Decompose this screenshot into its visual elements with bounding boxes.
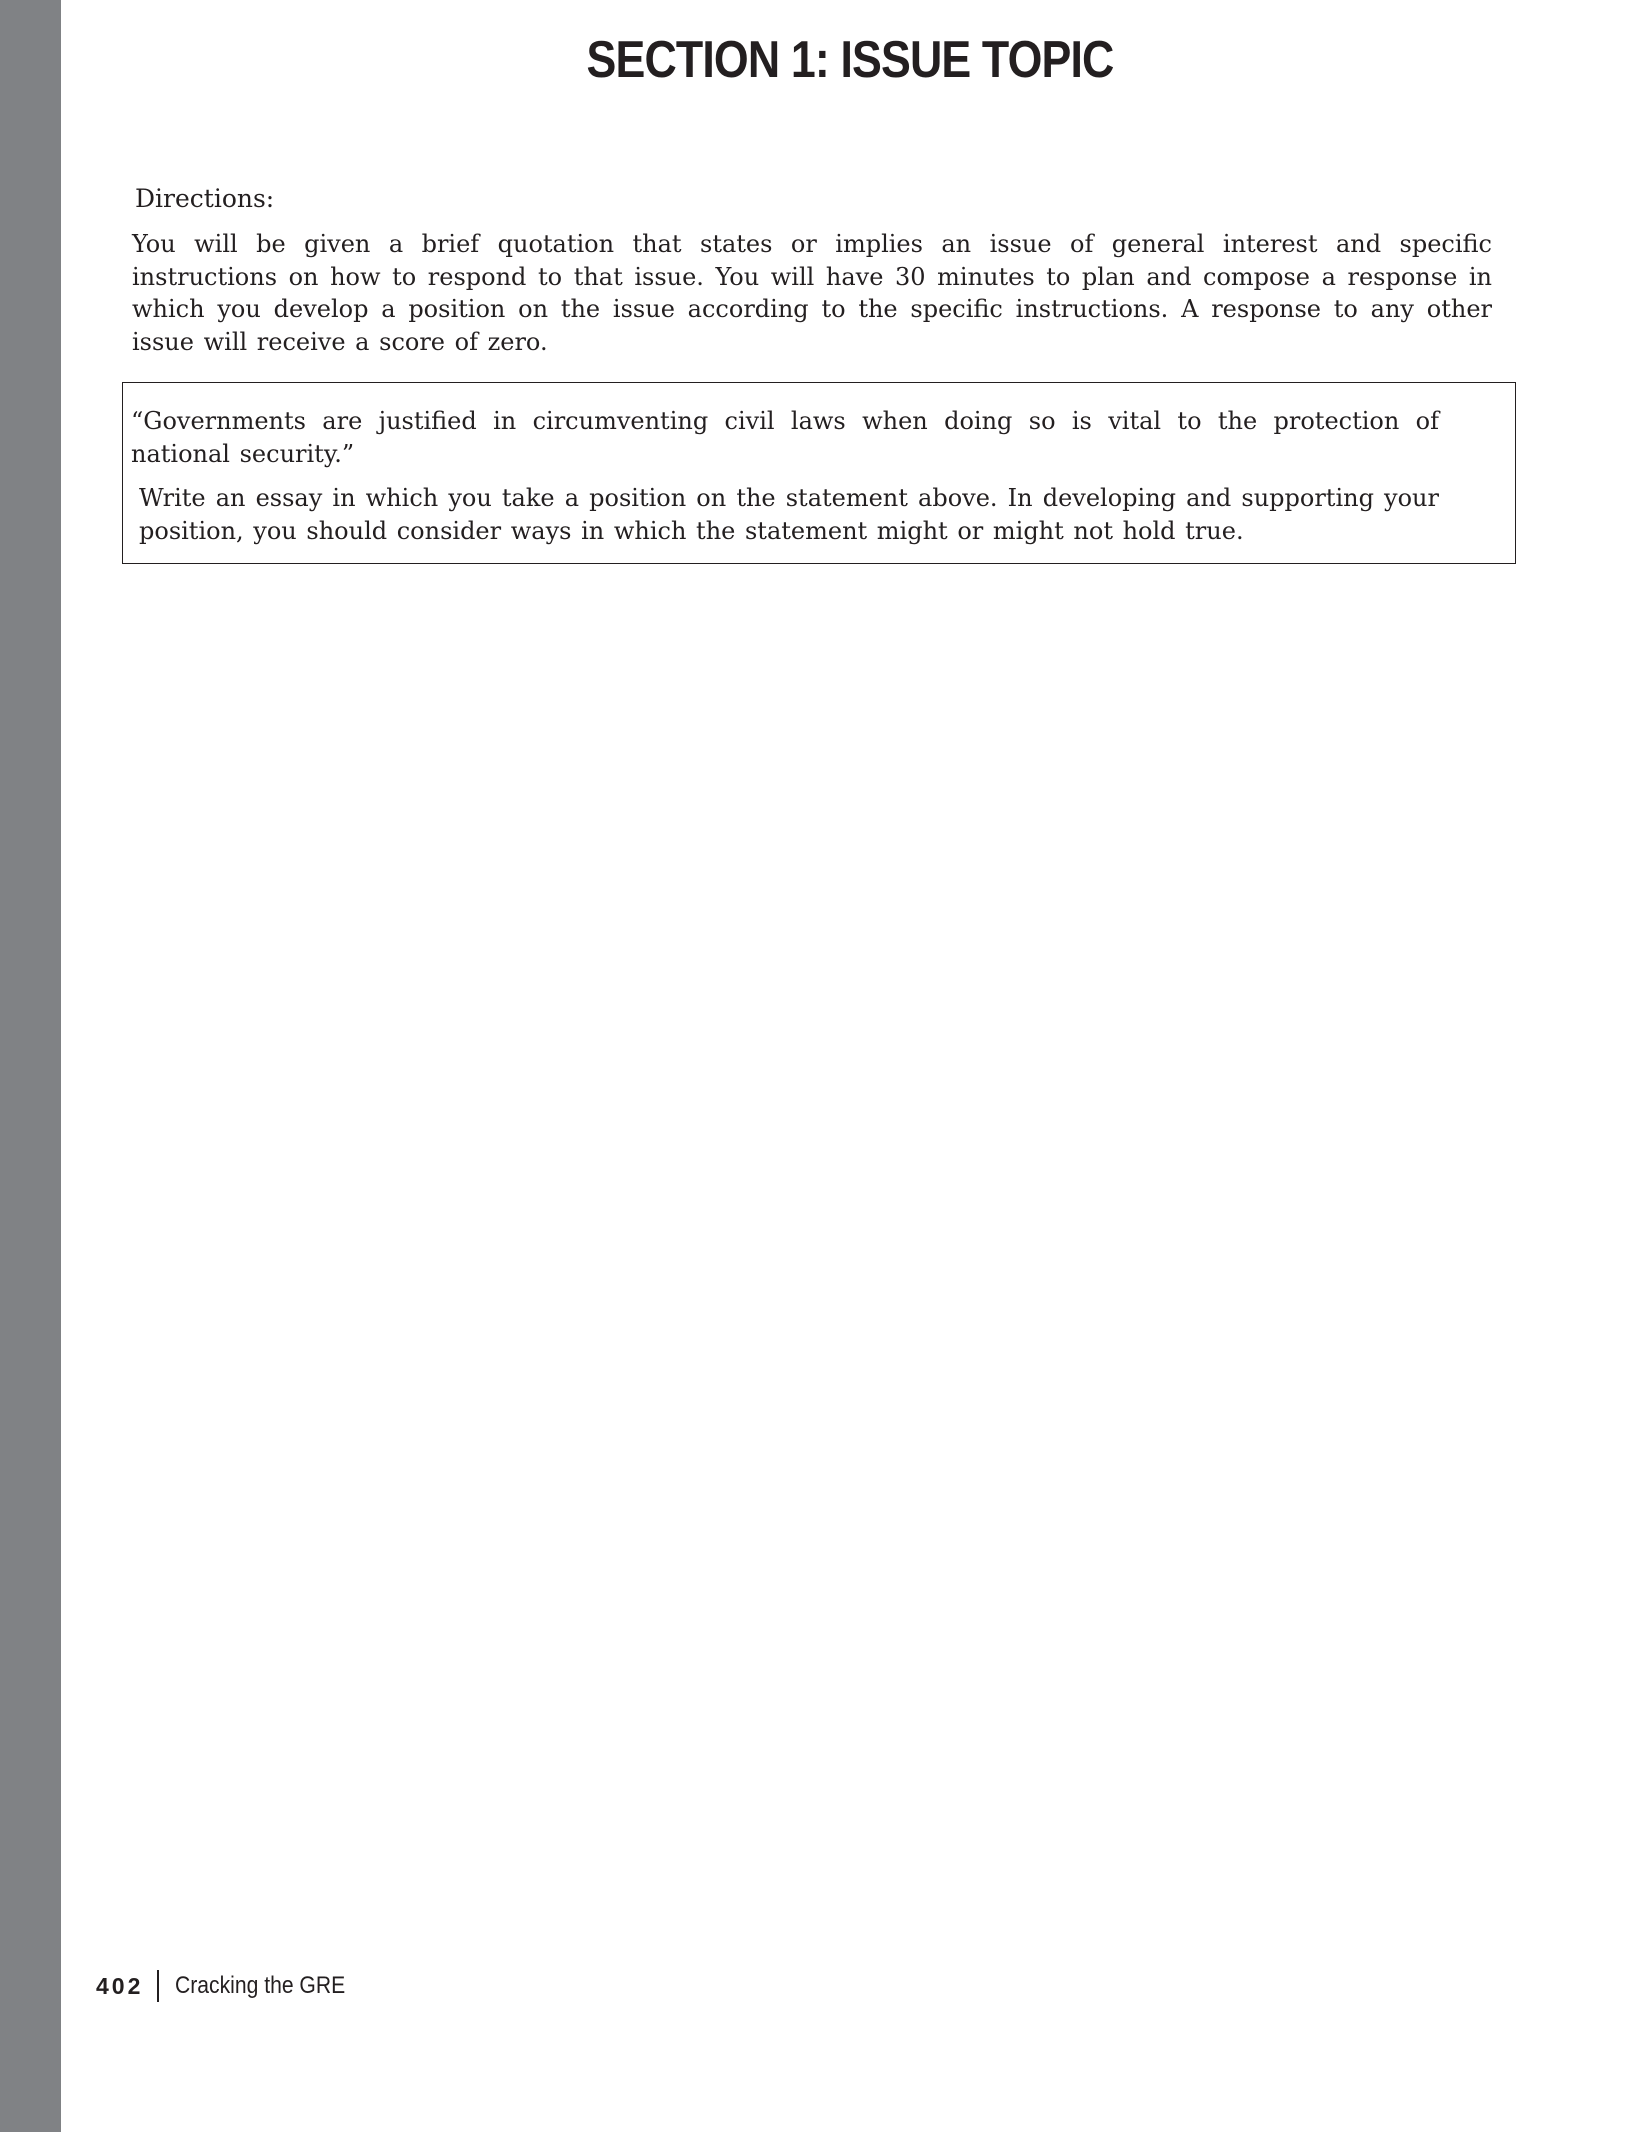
book-title: Cracking the GRE: [175, 1972, 346, 1999]
issue-instruction: Write an essay in which you take a position on the statement above. In developing and supporting your position, you should consider ways in which the statement might or might not hold true.: [139, 484, 1439, 545]
footer-divider: [157, 1970, 159, 2002]
directions-label: Directions:: [135, 184, 275, 213]
directions-text: You will be given a brief quotation that states or implies an issue of general interest and specific instructions on how to respond to that issue. You will have 30 minutes to plan and compose a response in which you develop a position on the issue according to the specific instructions. A response to any other issue will receive a score of zero.: [132, 230, 1492, 356]
issue-prompt-box: [122, 382, 1516, 564]
issue-quotation: “Governments are justified in circumventing civil laws when doing so is vital to the protection of national security.”: [131, 407, 1439, 468]
page-edge-bar: [0, 0, 61, 2132]
page-footer: [96, 1968, 369, 2004]
page-number: 402: [96, 1972, 144, 1999]
page-title: SECTION 1: ISSUE TOPIC: [586, 31, 1114, 89]
